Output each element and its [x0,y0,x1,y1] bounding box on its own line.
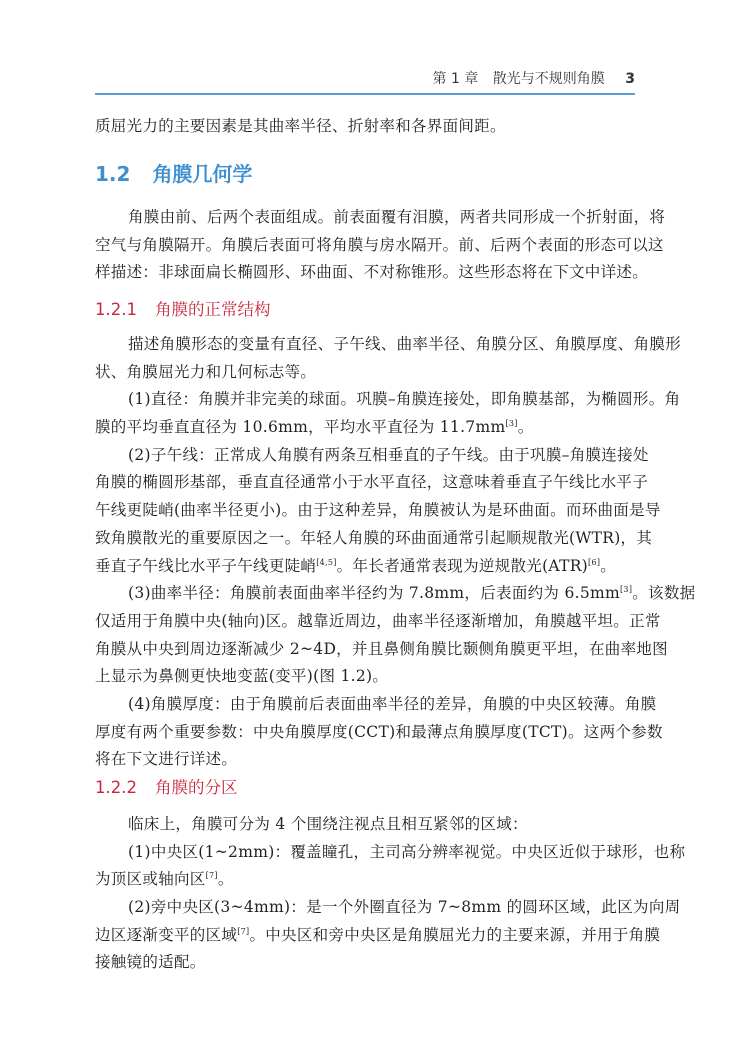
text-run: 角膜的椭圆形基部，垂直直径通常小于水平直径，这意味着垂直子午线比水平子 [95,473,649,492]
text-line [95,949,635,977]
text-run: 。年长者通常表现为逆规散光(ATR) [336,556,589,575]
text-line [95,442,649,470]
subsection-1-body [95,331,696,774]
text-run: 膜的平均垂直直径为 10.6mm，平均水平直径为 11.7mm [95,418,506,437]
text-line [95,866,635,894]
text-run: 。中央区和旁中央区是角膜屈光力的主要来源，并用于角膜 [249,925,661,944]
text-line [95,636,668,664]
text-line [95,608,661,636]
text-run: (1)中央区(1~2mm)：覆盖瞳孔，主司高分辨率视觉。中央区近似于球形，也称 [128,842,686,861]
text-line [95,839,686,867]
section-paragraph [95,204,666,287]
section-title: 角膜几何学 [152,162,253,186]
text-run: (3)曲率半径：角膜前表面曲率半径约为 7.8mm，后表面约为 6.5mm [128,584,621,603]
text-line [95,922,661,950]
text-run: (1)直径：角膜并非完美的球面。巩膜–角膜连接处，即角膜基部，为椭圆形。角 [128,390,681,409]
text-run: 角膜由前、后两个表面组成。前表面覆有泪膜，两者共同形成一个折射面，将 [128,208,666,226]
text-line [95,204,666,232]
citation-superscript: [4,5] [316,557,337,567]
text-line [95,469,649,497]
subsection-heading-1 [95,296,270,320]
text-run: 垂直子午线比水平子午线更陡峭 [95,556,317,575]
text-run: 。 [517,418,534,437]
text-run: 致角膜散光的重要原因之一。年轻人角膜的环曲面通常引起顺规散光(WTR)，其 [95,528,653,547]
section-heading [95,158,252,187]
citation-superscript: [3] [620,585,633,595]
text-line [95,691,657,719]
text-run: 质屈光力的主要因素是其曲率半径、折射率和各界面间距。 [95,117,506,135]
text-run: 状、角膜屈光力和几何标志等。 [95,362,317,381]
text-run: 。该数据 [632,584,696,603]
text-line [95,414,635,442]
chapter-title: 散光与不规则角膜 [492,71,605,87]
subsection-number: 1.2.1 [95,300,137,319]
citation-superscript: [6] [588,557,601,567]
text-run: 。 [600,556,617,575]
section-number: 1.2 [95,162,131,186]
intro-paragraph [95,113,635,141]
citation-superscript: [7] [205,871,218,881]
subsection-title: 角膜的正常结构 [154,300,271,319]
header-rule [95,93,635,95]
text-line [95,811,635,839]
text-line [95,663,635,691]
subsection-heading-2 [95,774,237,798]
text-run: 角膜从中央到周边逐渐减少 2~4D，并且鼻侧角膜比颞侧角膜更平坦，在曲率地图 [95,639,668,658]
text-line [95,746,635,774]
subsection-2-body [95,811,686,977]
page-number: 3 [625,71,635,87]
text-line [95,359,635,387]
text-line [95,386,681,414]
text-run: 。 [217,870,234,889]
text-line [95,580,696,608]
citation-superscript: [7] [237,926,250,936]
text-run: (2)子午线：正常成人角膜有两条互相垂直的子午线。由于巩膜–角膜连接处 [128,445,649,464]
text-line [95,113,635,141]
text-run: 为顶区或轴向区 [95,870,206,889]
text-run: 午线更陡峭(曲率半径更小)。由于这种差异，角膜被认为是环曲面。而环曲面是导 [95,501,661,520]
subsection-title: 角膜的分区 [154,778,238,797]
text-line [95,497,661,525]
text-line [95,259,649,287]
text-line [95,331,682,359]
text-line [95,719,663,747]
text-run: 样描述：非球面扁长椭圆形、环曲面、不对称锥形。这些形态将在下文中详述。 [95,263,649,282]
text-run: 厚度有两个重要参数：中央角膜厚度(CCT)和最薄点角膜厚度(TCT)。这两个参数 [95,722,663,741]
text-run: (4)角膜厚度：由于角膜前后表面曲率半径的差异，角膜的中央区较薄。角膜 [128,694,657,713]
text-run: 接触镜的适配。 [95,953,206,972]
text-run: 仅适用于角膜中央(轴向)区。越靠近周边，曲率半径逐渐增加，角膜越平坦。正常 [95,611,661,630]
text-run: 上显示为鼻侧更快地变蓝(变平)(图 1.2)。 [95,667,389,686]
running-header [95,68,635,92]
text-run: 边区逐渐变平的区域 [95,925,238,944]
text-line [95,232,664,260]
text-line [95,894,681,922]
subsection-number: 1.2.2 [95,778,137,797]
text-run: 描述角膜形态的变量有直径、子午线、曲率半径、角膜分区、角膜厚度、角膜形 [128,335,682,353]
text-run: 将在下文进行详述。 [95,750,238,769]
text-line [95,553,635,581]
text-run: 临床上，角膜可分为 4 个围绕注视点且相互紧邻的区域： [128,815,528,833]
chapter-number: 第 1 章 [432,71,479,87]
text-run: 空气与角膜隔开。角膜后表面可将角膜与房水隔开。前、后两个表面的形态可以这 [95,235,664,254]
citation-superscript: [3] [505,419,518,429]
text-run: (2)旁中央区(3~4mm)：是一个外圈直径为 7~8mm 的圆环区域，此区为向周 [128,898,681,917]
text-line [95,525,653,553]
